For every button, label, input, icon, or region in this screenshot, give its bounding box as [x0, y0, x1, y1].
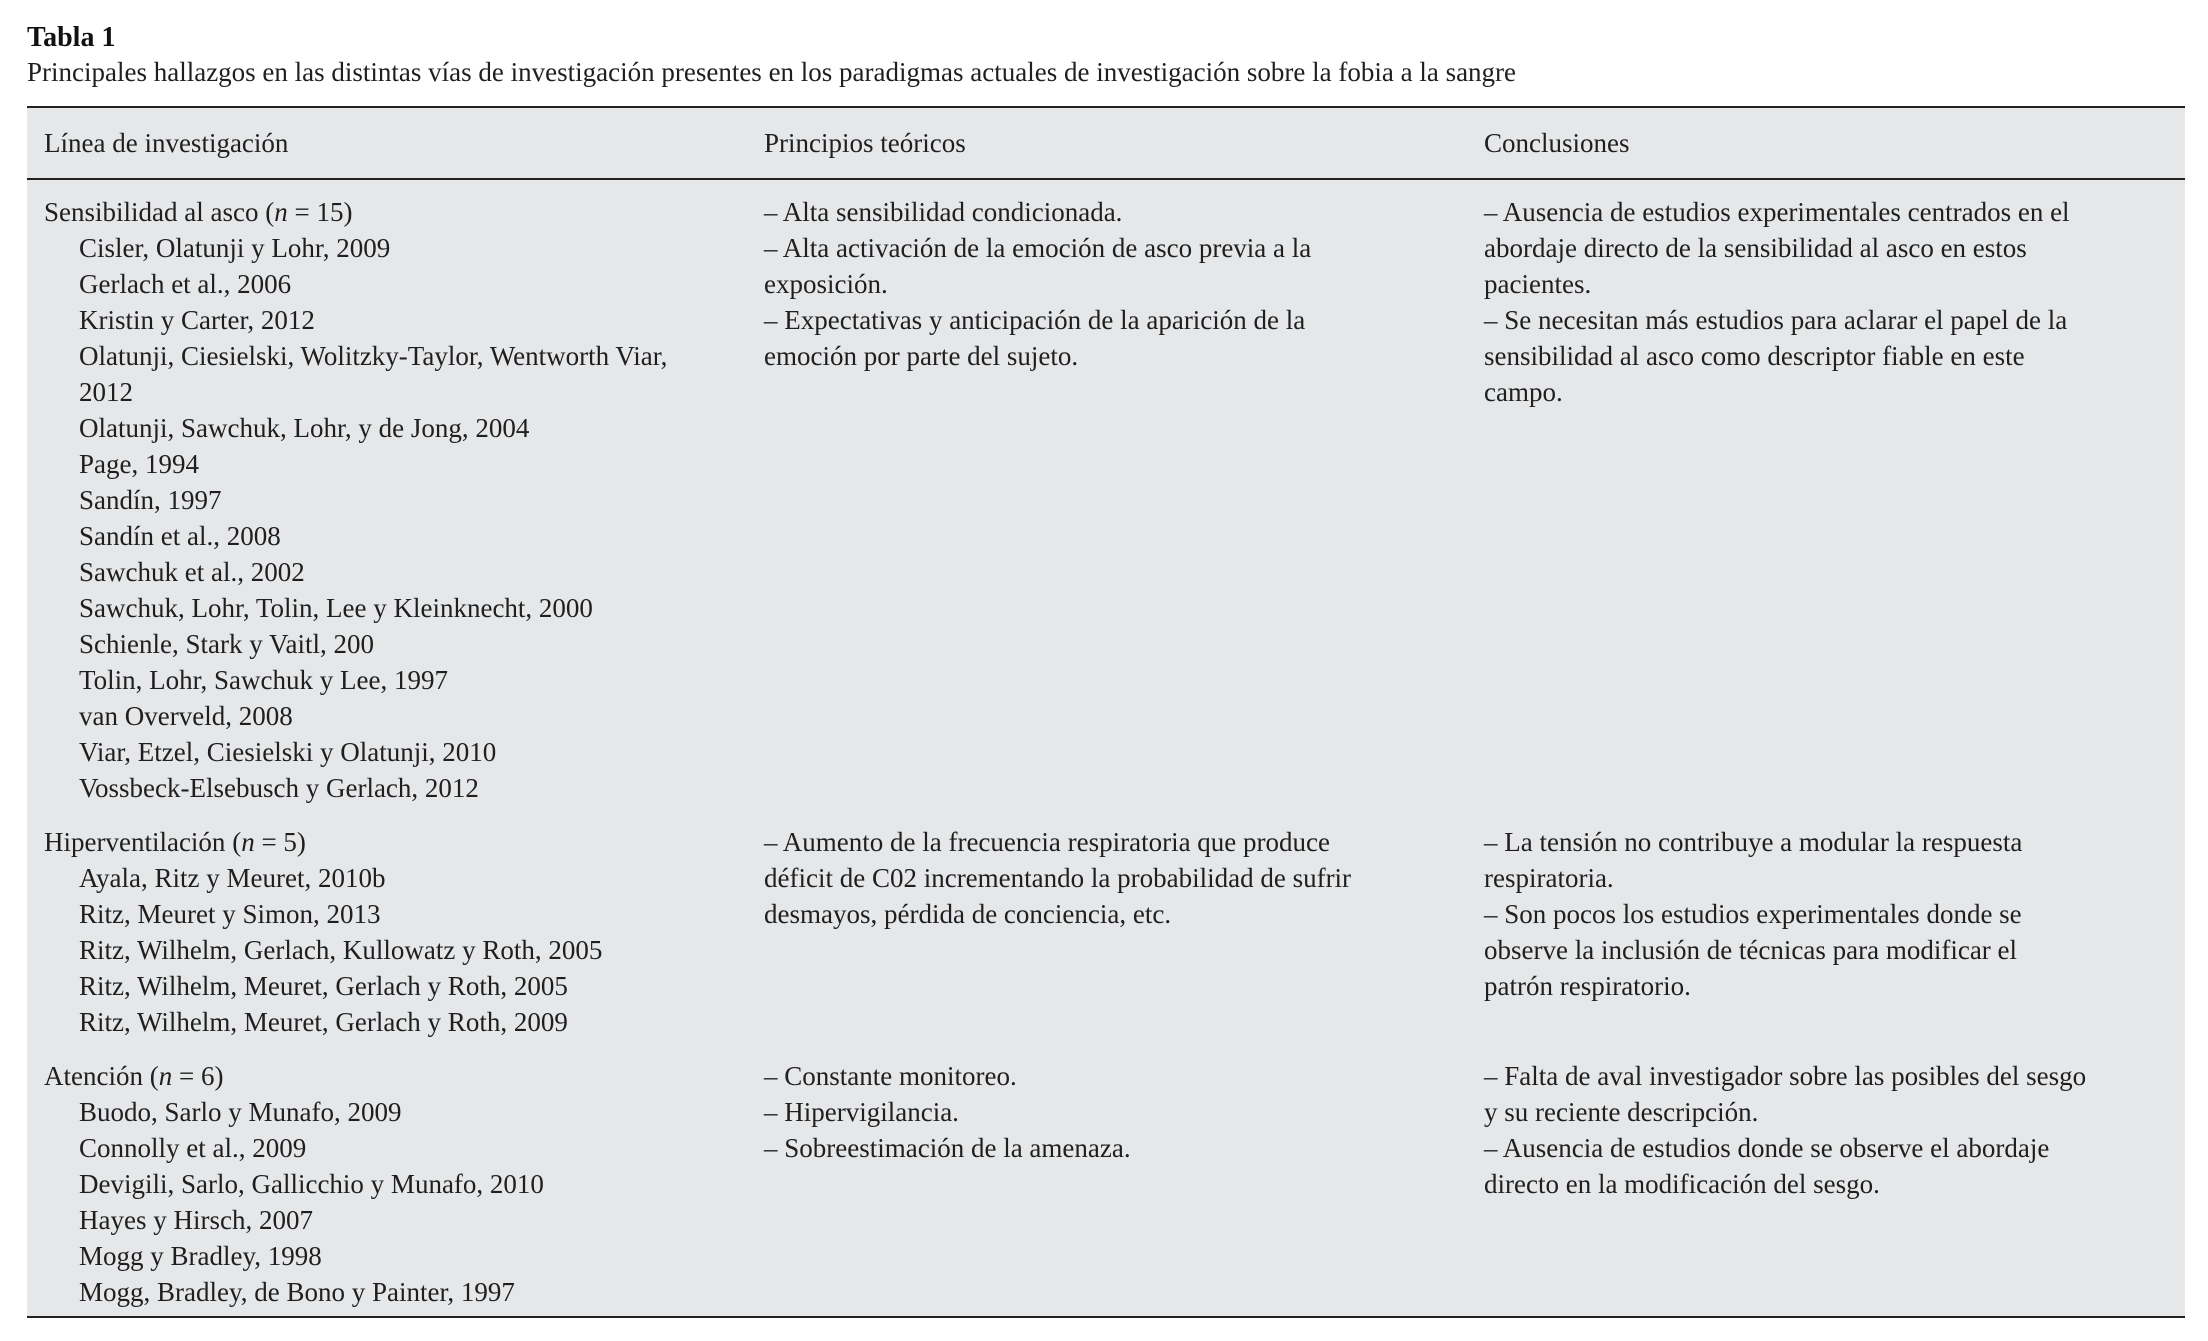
- reference: Cisler, Olatunji y Lohr, 2009: [79, 233, 391, 263]
- reference: Mogg, Bradley, de Bono y Painter, 1997: [79, 1277, 515, 1307]
- research-line-name: Hiperventilación: [44, 827, 226, 857]
- sample-size-value: = 5): [261, 827, 306, 857]
- cell-research-line: [27, 824, 747, 1040]
- research-line-title: Hiperventilación (n = 5): [44, 827, 306, 857]
- reference: van Overveld, 2008: [79, 701, 293, 731]
- principle-line: – Sobreestimación de la amenaza.: [764, 1133, 1131, 1163]
- cell-principles: [747, 194, 1467, 806]
- conclusion-line: – La tensión no contribuye a modular la respuesta: [1484, 827, 2023, 857]
- conclusion-line: – Se necesitan más estudios para aclarar el papel de la: [1484, 305, 2068, 335]
- reference: Devigili, Sarlo, Gallicchio y Munafo, 2010: [79, 1169, 544, 1199]
- cell-conclusions: [1467, 194, 2185, 806]
- reference: Sandín, 1997: [79, 485, 222, 515]
- cell-research-line: [27, 194, 747, 806]
- reference: Ritz, Wilhelm, Meuret, Gerlach y Roth, 2005: [79, 971, 568, 1001]
- conclusion-line: campo.: [1484, 377, 1563, 407]
- principle-line: exposición.: [764, 269, 888, 299]
- conclusion-line: – Falta de aval investigador sobre las posibles del sesgo: [1484, 1061, 2087, 1091]
- principle-line: déficit de C02 incrementando la probabilidad de sufrir: [764, 863, 1352, 893]
- sample-size-value: = 15): [294, 197, 353, 227]
- research-line-title: Atención (n = 6): [44, 1061, 224, 1091]
- principle-line: – Expectativas y anticipación de la aparición de la: [764, 305, 1306, 335]
- reference: Hayes y Hirsch, 2007: [79, 1205, 313, 1235]
- principle-line: emoción por parte del sujeto.: [764, 341, 1079, 371]
- reference: Ritz, Wilhelm, Meuret, Gerlach y Roth, 2009: [79, 1007, 568, 1037]
- table-row: [27, 194, 2185, 806]
- reference: Vossbeck-Elsebusch y Gerlach, 2012: [79, 773, 479, 803]
- cell-conclusions: [1467, 824, 2185, 1040]
- table-body: [27, 180, 2185, 1316]
- sample-size-label: n: [241, 827, 255, 857]
- sample-size-label: n: [158, 1061, 173, 1091]
- principle-line: – Aumento de la frecuencia respiratoria que produce: [764, 827, 1330, 857]
- principle-line: desmayos, pérdida de conciencia, etc.: [764, 899, 1172, 929]
- reference: Connolly et al., 2009: [79, 1133, 307, 1163]
- principle-line: – Alta sensibilidad condicionada.: [764, 197, 1123, 227]
- table-label: Tabla 1: [27, 22, 116, 53]
- cell-principles: [747, 1058, 1467, 1310]
- conclusion-line: sensibilidad al asco como descriptor fiable en este: [1484, 341, 2025, 371]
- findings-table: [27, 106, 2185, 1318]
- cell-principles: [747, 824, 1467, 1040]
- cell-research-line: [27, 1058, 747, 1310]
- reference: Olatunji, Ciesielski, Wolitzky-Taylor, Wentworth Viar,: [79, 341, 668, 371]
- conclusion-line: – Son pocos los estudios experimentales donde se: [1484, 899, 2022, 929]
- principle-line: – Hipervigilancia.: [764, 1097, 959, 1127]
- reference: Ritz, Meuret y Simon, 2013: [79, 899, 381, 929]
- conclusion-line: abordaje directo de la sensibilidad al asco en estos: [1484, 233, 2027, 263]
- conclusion-line: directo en la modificación del sesgo.: [1484, 1169, 1880, 1199]
- sample-size-value: = 6): [178, 1061, 224, 1091]
- reference: Kristin y Carter, 2012: [79, 305, 315, 335]
- reference: Buodo, Sarlo y Munafo, 2009: [79, 1097, 402, 1127]
- header-principles: Principios teóricos: [764, 127, 966, 158]
- header-conclusions: Conclusiones: [1484, 127, 1630, 158]
- research-line-name: Sensibilidad al asco: [44, 197, 259, 227]
- sample-size-label: n: [274, 197, 288, 227]
- table-row: [27, 824, 2185, 1040]
- research-line-title: Sensibilidad al asco (n = 15): [44, 197, 353, 227]
- research-line-name: Atención: [44, 1061, 143, 1091]
- cell-conclusions: [1467, 1058, 2185, 1310]
- conclusion-line: y su reciente descripción.: [1484, 1097, 1759, 1127]
- reference: Gerlach et al., 2006: [79, 269, 292, 299]
- reference: Page, 1994: [79, 449, 199, 479]
- reference: Schienle, Stark y Vaitl, 200: [79, 629, 374, 659]
- reference: Mogg y Bradley, 1998: [79, 1241, 322, 1271]
- reference: Sawchuk et al., 2002: [79, 557, 305, 587]
- conclusion-line: patrón respiratorio.: [1484, 971, 1691, 1001]
- reference: Sandín et al., 2008: [79, 521, 281, 551]
- reference: Ritz, Wilhelm, Gerlach, Kullowatz y Roth, 2005: [79, 935, 603, 965]
- table-caption: Principales hallazgos en las distintas vías de investigación presentes en los paradigmas actuales de investigación sobre la fobia a la sangre: [27, 57, 1517, 87]
- reference: Viar, Etzel, Ciesielski y Olatunji, 2010: [79, 737, 497, 767]
- reference: Ayala, Ritz y Meuret, 2010b: [79, 863, 386, 893]
- reference: Tolin, Lohr, Sawchuk y Lee, 1997: [79, 665, 448, 695]
- table-header: [27, 108, 2185, 180]
- reference: Olatunji, Sawchuk, Lohr, y de Jong, 2004: [79, 413, 530, 443]
- header-line: Línea de investigación: [44, 127, 289, 158]
- conclusion-line: – Ausencia de estudios experimentales centrados en el: [1484, 197, 2070, 227]
- table-row: [27, 1058, 2185, 1310]
- conclusion-line: respiratoria.: [1484, 863, 1614, 893]
- conclusion-line: – Ausencia de estudios donde se observe el abordaje: [1484, 1133, 2050, 1163]
- principle-line: – Constante monitoreo.: [764, 1061, 1017, 1091]
- principle-line: – Alta activación de la emoción de asco previa a la: [764, 233, 1312, 263]
- reference: 2012: [79, 377, 133, 407]
- reference: Sawchuk, Lohr, Tolin, Lee y Kleinknecht, 2000: [79, 593, 593, 623]
- conclusion-line: pacientes.: [1484, 269, 1592, 299]
- conclusion-line: observe la inclusión de técnicas para modificar el: [1484, 935, 2018, 965]
